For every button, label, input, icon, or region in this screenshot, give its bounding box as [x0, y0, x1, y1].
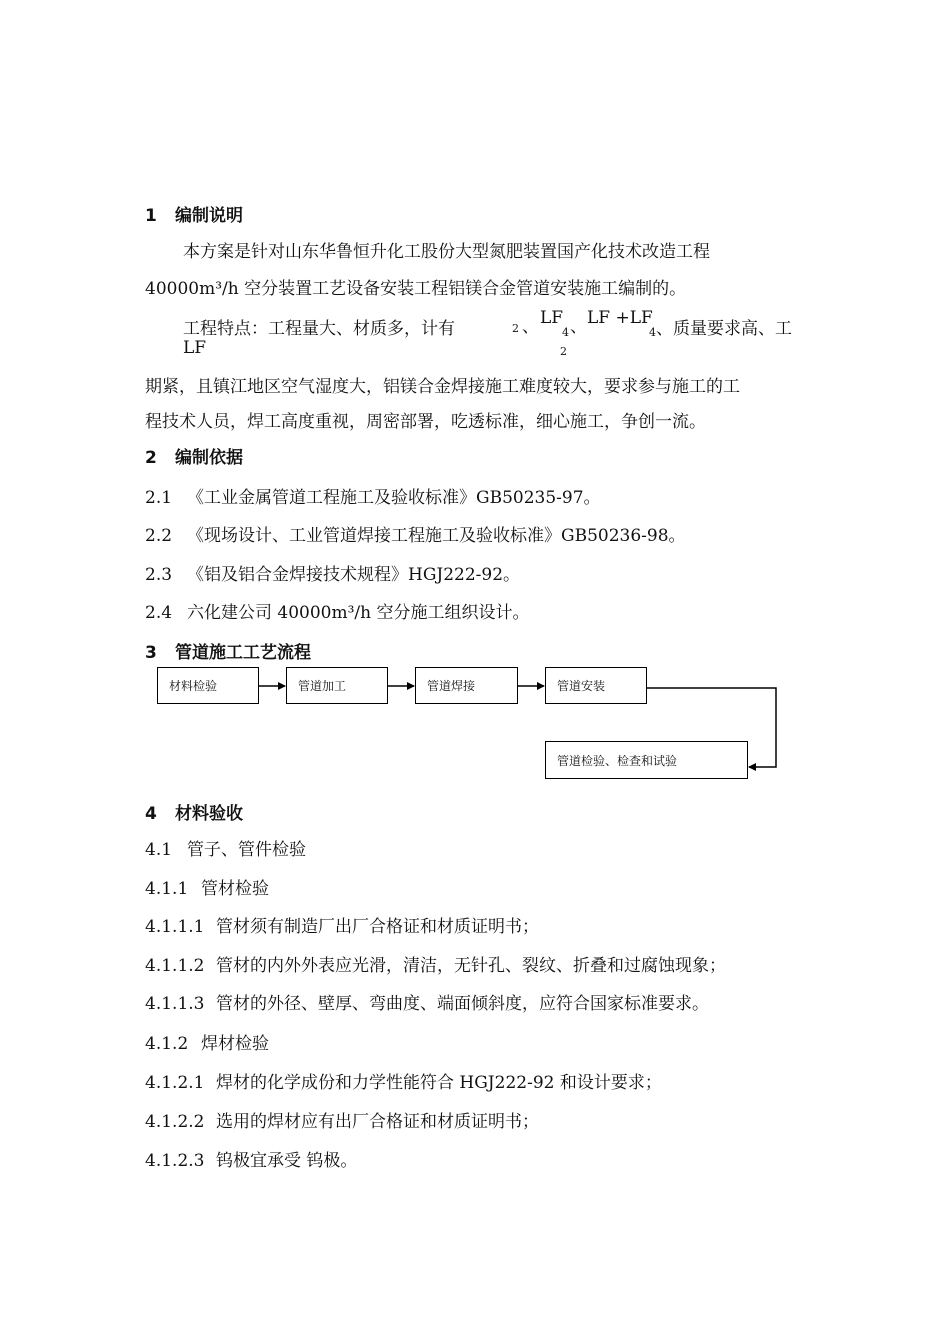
feature-lf-third: LF +LF — [587, 308, 653, 328]
basis-item: 2.2 《现场设计、工业管道焊接工程施工及验收标准》GB50236-98。 — [145, 526, 686, 546]
material-item: 4.1.2 焊材检验 — [145, 1034, 269, 1054]
material-item: 4.1 管子、管件检验 — [145, 840, 306, 860]
intro-line-2: 40000m³/h 空分装置工艺设备安装工程铝镁合金管道安装施工编制的。 — [145, 279, 687, 299]
feature-sub-2b: 2 — [560, 345, 567, 358]
flow-step-material-inspection: 材料检验 — [157, 667, 259, 704]
feature-sub-4a: 4 — [562, 326, 569, 339]
feature-lead: 工程特点：工程量大、材质多，计有 — [183, 319, 455, 339]
section-heading-4: 4 材料验收 — [145, 804, 243, 824]
feature-sub-4b: 4 — [649, 326, 656, 339]
feature-tail: 、质量要求高、工 — [656, 319, 792, 339]
basis-item: 2.3 《铝及铝合金焊接技术规程》HGJ222-92。 — [145, 565, 521, 585]
intro-line-5: 程技术人员，焊工高度重视，周密部署，吃透标准，细心施工，争创一流。 — [145, 412, 706, 432]
basis-item: 2.1 《工业金属管道工程施工及验收标准》GB50235-97。 — [145, 488, 601, 508]
material-item: 4.1.1.2 管材的内外外表应光滑，清洁，无针孔、裂纹、折叠和过腐蚀现象； — [145, 956, 726, 976]
feature-sep-2: 、 — [570, 317, 587, 337]
section-heading-3: 3 管道施工工艺流程 — [145, 643, 311, 663]
feature-sub-2a: 2 — [512, 322, 519, 335]
flow-step-pipe-welding: 管道焊接 — [415, 667, 518, 704]
feature-lf-first: LF — [183, 338, 207, 358]
material-item: 4.1.1.1 管材须有制造厂出厂合格证和材质证明书； — [145, 917, 539, 937]
basis-item: 2.4 六化建公司 40000m³/h 空分施工组织设计。 — [145, 603, 530, 623]
flow-step-pipe-installation: 管道安装 — [545, 667, 647, 704]
flow-step-pipe-processing: 管道加工 — [286, 667, 388, 704]
material-item: 4.1.2.2 选用的焊材应有出厂合格证和材质证明书； — [145, 1112, 539, 1132]
material-item: 4.1.1.3 管材的外径、壁厚、弯曲度、端面倾斜度，应符合国家标准要求。 — [145, 994, 709, 1014]
section-heading-1: 1 编制说明 — [145, 206, 243, 226]
feature-lf-second: LF — [540, 308, 564, 328]
material-item: 4.1.2.1 焊材的化学成份和力学性能符合 HGJ222-92 和设计要求； — [145, 1073, 662, 1093]
material-item: 4.1.2.3 钨极宜承受 钨极。 — [145, 1151, 358, 1171]
flow-step-pipe-testing: 管道检验、检查和试验 — [545, 741, 748, 779]
intro-line-4: 期紧，且镇江地区空气湿度大，铝镁合金焊接施工难度较大，要求参与施工的工 — [145, 377, 740, 397]
section-heading-2: 2 编制依据 — [145, 448, 243, 468]
intro-line-1: 本方案是针对山东华鲁恒升化工股份大型氮肥装置国产化技术改造工程 — [183, 242, 710, 262]
feature-sep-1: 、 — [522, 317, 539, 337]
material-item: 4.1.1 管材检验 — [145, 879, 269, 899]
